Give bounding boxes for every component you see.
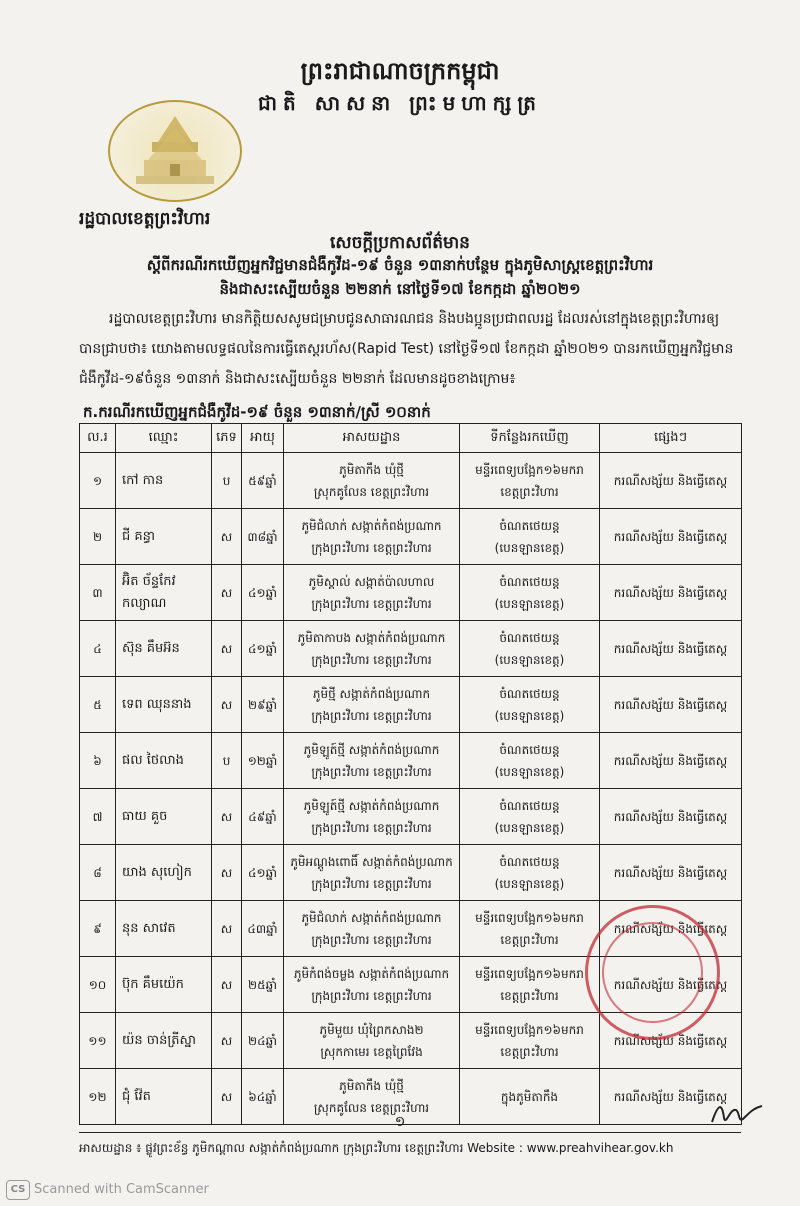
- cell-age: ៤១ឆ្នាំ: [242, 845, 284, 901]
- cell-location: [460, 677, 600, 733]
- cell-name: អ៊ិត ច័ន្ទកែវកល្យាណ: [116, 565, 212, 621]
- issuing-office: រដ្ឋបាលខេត្តព្រះវិហារ: [79, 209, 211, 229]
- address-line-1: ភូមិមួយ ឃុំព្រៃកសាង២: [319, 1022, 424, 1037]
- address-line-1: ភូមិតាកាបង សង្កាត់កំពង់ប្រណាក: [297, 630, 446, 645]
- cell-name: យាង សុហៀក: [116, 845, 212, 901]
- page-number: ១: [394, 1114, 406, 1130]
- location-line-1: មន្ទីរពេទ្យបង្អែក១៦មករា: [475, 1022, 584, 1037]
- national-motto: ជាតិ សាសនា ព្រះមហាក្សត្រ: [258, 91, 542, 115]
- address-line-2: ស្រុកគូលែន ខេត្តព្រះវិហារ: [313, 484, 430, 499]
- official-stamp-inner-ring: [602, 922, 703, 1023]
- cell-name: យ៉ន ចាន់ត្រីស្នា: [116, 1013, 212, 1069]
- cell-location: [460, 789, 600, 845]
- cell-address: [284, 733, 460, 789]
- cell-sex: ស: [212, 901, 242, 957]
- cell-sex: ស: [212, 621, 242, 677]
- table-row: [80, 621, 742, 677]
- cell-location: [460, 845, 600, 901]
- cell-address: [284, 565, 460, 621]
- location-line-2: ខេត្តព្រះវិហារ: [500, 484, 559, 499]
- camscanner-logo-icon: CS: [6, 1180, 30, 1200]
- cell-no: ៨: [80, 845, 116, 901]
- cell-location: [460, 509, 600, 565]
- address-line-2: ក្រុងព្រះវិហារ ខេត្តព្រះវិហារ: [311, 876, 432, 891]
- location-line-2: ខេត្តព្រះវិហារ: [500, 1044, 559, 1059]
- cell-address: [284, 901, 460, 957]
- header-sex: ភេទ: [212, 424, 242, 453]
- cell-note: ករណីសង្ស័យ និងធ្វើតេស្ត: [600, 509, 742, 565]
- cell-no: ១: [80, 453, 116, 509]
- cell-no: ៦: [80, 733, 116, 789]
- temple-emblem-icon: [110, 102, 240, 200]
- location-line-1: ចំណតថេយន្ត: [499, 630, 560, 645]
- signature-icon: [708, 1096, 768, 1130]
- cell-sex: ប: [212, 733, 242, 789]
- location-line-2: ខេត្តព្រះវិហារ: [500, 988, 559, 1003]
- table-header-row: [80, 424, 742, 453]
- location-line-2: (បេនឡានខេត្ត): [494, 876, 565, 891]
- table-row: [80, 509, 742, 565]
- cell-no: ១១: [80, 1013, 116, 1069]
- cell-no: ៥: [80, 677, 116, 733]
- official-stamp: [585, 905, 720, 1040]
- kingdom-title: ព្រះរាជាណាចក្រកម្ពុជា: [300, 57, 500, 85]
- address-line-2: ក្រុងព្រះវិហារ ខេត្តព្រះវិហារ: [311, 596, 432, 611]
- cell-sex: ស: [212, 789, 242, 845]
- address-line-1: ភូមិកំពង់ចម្លង សង្កាត់កំពង់ប្រណាក: [293, 966, 450, 981]
- cell-sex: ស: [212, 1013, 242, 1069]
- cell-address: [284, 621, 460, 677]
- cell-age: ២៥ឆ្នាំ: [242, 957, 284, 1013]
- cell-location: [460, 901, 600, 957]
- cell-age: ៣៨ឆ្នាំ: [242, 509, 284, 565]
- cell-name: ទេព ឈុននាង: [116, 677, 212, 733]
- cell-age: ៦៤ឆ្នាំ: [242, 1069, 284, 1125]
- scanner-watermark: [0, 1174, 800, 1206]
- cell-name: ធាយ គួច: [116, 789, 212, 845]
- cell-age: ២៩ឆ្នាំ: [242, 677, 284, 733]
- address-line-1: ភូមិឡូត៍ថ្មី សង្កាត់កំពង់ប្រណាក: [303, 742, 440, 757]
- cell-no: ២: [80, 509, 116, 565]
- address-line-1: ភូមិតាកឹង ឃុំថ្មី: [339, 1078, 404, 1093]
- cell-name: នុន សាវេត: [116, 901, 212, 957]
- header-age: អាយុ: [242, 424, 284, 453]
- cell-location: [460, 1013, 600, 1069]
- header-location: ទីកន្លែងរកឃើញ: [460, 424, 600, 453]
- cell-name: កៅ កាន: [116, 453, 212, 509]
- cell-name: ប៊ុក គឹមយ៉េក: [116, 957, 212, 1013]
- cell-address: [284, 1013, 460, 1069]
- address-line-1: ភូមិជំលាក់ សង្កាត់កំពង់ប្រណាក: [301, 518, 442, 533]
- header-note: ផ្សេងៗ: [600, 424, 742, 453]
- address-line-1: ភូមិឡូត៍ថ្មី សង្កាត់កំពង់ប្រណាក: [303, 798, 440, 813]
- cell-address: [284, 957, 460, 1013]
- location-line-1: ក្នុងភូមិតាកឹង: [500, 1089, 559, 1104]
- header-address: អាសយដ្ឋាន: [284, 424, 460, 453]
- cell-note: ករណីសង្ស័យ និងធ្វើតេស្ត: [600, 789, 742, 845]
- location-line-1: ចំណតថេយន្ត: [499, 742, 560, 757]
- cell-sex: ស: [212, 677, 242, 733]
- location-line-1: ចំណតថេយន្ត: [499, 854, 560, 869]
- location-line-1: មន្ទីរពេទ្យបង្អែក១៦មករា: [475, 462, 584, 477]
- cell-location: [460, 453, 600, 509]
- location-line-2: (បេនឡានខេត្ត): [494, 820, 565, 835]
- cell-location: [460, 621, 600, 677]
- cell-note: ករណីសង្ស័យ និងធ្វើតេស្ត: [600, 453, 742, 509]
- cell-sex: ស: [212, 1069, 242, 1125]
- cell-age: ៤៩ឆ្នាំ: [242, 789, 284, 845]
- address-line-1: ភូមិតាកឹង ឃុំថ្មី: [339, 462, 404, 477]
- cell-note: ករណីសង្ស័យ និងធ្វើតេស្ត: [600, 621, 742, 677]
- address-line-2: ក្រុងព្រះវិហារ ខេត្តព្រះវិហារ: [311, 764, 432, 779]
- document-title: សេចក្តីប្រកាសព័ត៌មាន: [330, 233, 470, 253]
- cell-no: ១០: [80, 957, 116, 1013]
- cell-note: ករណីសង្ស័យ និងធ្វើតេស្ត: [600, 957, 742, 1013]
- cell-age: ៤១ឆ្នាំ: [242, 565, 284, 621]
- cell-note: ករណីសង្ស័យ និងធ្វើតេស្ត: [600, 901, 742, 957]
- cell-note: ករណីសង្ស័យ និងធ្វើតេស្ត: [600, 1013, 742, 1069]
- footer-divider: [79, 1132, 741, 1133]
- address-line-1: ភូមិជំលាក់ សង្កាត់កំពង់ប្រណាក: [301, 910, 442, 925]
- cell-sex: ស: [212, 957, 242, 1013]
- cell-no: ៣: [80, 565, 116, 621]
- cell-sex: ស: [212, 845, 242, 901]
- cell-sex: ស: [212, 565, 242, 621]
- intro-paragraph: រដ្ឋបាលខេត្តព្រះវិហារ មានកិត្តិយសសូមជម្រាបជូនសាធារណជន និងបងប្អូនប្រជាពលរដ្ឋ ដែលរស់នៅក្នុងខេត្តព្រះវិហារឲ្យបានជ្រាបថា៖ យោងតាមលទ្ធផលនៃការធ្វើតេស្តរហ័ស(Rapid Test) នៅថ្ងៃទី១៧ ខែកក្កដា ឆ្នាំ២០២១ បានរកឃើញអ្នកវិជ្ជមានជំងឺកូវីដ-១៩ចំនួន ១៣នាក់ និងជាសះស្បើយចំនួន ២២នាក់ ដែលមានដូចខាងក្រោម៖: [79, 311, 734, 387]
- table-row: [80, 733, 742, 789]
- cell-name: ស៊ុន គឹមអ៊ន: [116, 621, 212, 677]
- cell-location: [460, 733, 600, 789]
- cell-name: ជី គន្ធា: [116, 509, 212, 565]
- cell-sex: ប: [212, 453, 242, 509]
- cell-age: ៤៣ឆ្នាំ: [242, 901, 284, 957]
- cell-address: [284, 789, 460, 845]
- cell-sex: ស: [212, 509, 242, 565]
- table-row: [80, 845, 742, 901]
- cell-note: ករណីសង្ស័យ និងធ្វើតេស្ត: [600, 733, 742, 789]
- location-line-2: (បេនឡានខេត្ត): [494, 596, 565, 611]
- table-row: [80, 565, 742, 621]
- location-line-1: ចំណតថេយន្ត: [499, 518, 560, 533]
- cell-note: ករណីសង្ស័យ និងធ្វើតេស្ត: [600, 677, 742, 733]
- cell-name: ផល ថៃលាង: [116, 733, 212, 789]
- scanner-label: Scanned with CamScanner: [34, 1182, 209, 1197]
- cell-note: ករណីសង្ស័យ និងធ្វើតេស្ត: [600, 1069, 742, 1125]
- section-title: ក.ករណីរកឃើញអ្នកជំងឺកូវីដ-១៩ ចំនួន ១៣នាក់/ស្រី ១០នាក់: [83, 403, 431, 421]
- cell-address: [284, 509, 460, 565]
- subtitle-line-2: និងជាសះស្បើយចំនួន ២២នាក់ នៅថ្ងៃទី១៧ ខែកក្កដា ឆ្នាំ២០២១: [219, 280, 581, 298]
- cell-no: ៧: [80, 789, 116, 845]
- table-row: [80, 789, 742, 845]
- address-line-1: ភូមិអណ្ដូងពោធិ៍ សង្កាត់កំពង់ប្រណាក: [290, 854, 453, 869]
- cell-no: ៤: [80, 621, 116, 677]
- cell-address: [284, 677, 460, 733]
- location-line-1: មន្ទីរពេទ្យបង្អែក១៦មករា: [475, 910, 584, 925]
- subtitle-line-1: ស្តីពីករណីរកឃើញអ្នកវិជ្ជមានជំងឺកូវីដ-១៩ ចំនួន ១៣នាក់បន្ថែម ក្នុងភូមិសាស្ត្រខេត្តព្រះវិហារ: [146, 256, 654, 274]
- address-line-1: ភូមិថ្មី សង្កាត់កំពង់ប្រណាក: [312, 686, 431, 701]
- address-line-2: ស្រុកកាមេរ ខេត្តព្រៃវែង: [320, 1044, 423, 1059]
- address-line-2: ក្រុងព្រះវិហារ ខេត្តព្រះវិហារ: [311, 932, 432, 947]
- address-line-2: ក្រុងព្រះវិហារ ខេត្តព្រះវិហារ: [311, 652, 432, 667]
- header-no: ល.រ: [80, 424, 116, 453]
- cell-note: ករណីសង្ស័យ និងធ្វើតេស្ត: [600, 565, 742, 621]
- cell-location: [460, 565, 600, 621]
- table-row: [80, 677, 742, 733]
- cell-age: ៤១ឆ្នាំ: [242, 621, 284, 677]
- table-row: [80, 453, 742, 509]
- location-line-2: (បេនឡានខេត្ត): [494, 540, 565, 555]
- cell-no: ១២: [80, 1069, 116, 1125]
- address-line-2: ក្រុងព្រះវិហារ ខេត្តព្រះវិហារ: [311, 540, 432, 555]
- location-line-2: (បេនឡានខេត្ត): [494, 764, 565, 779]
- cell-note: ករណីសង្ស័យ និងធ្វើតេស្ត: [600, 845, 742, 901]
- cell-location: [460, 957, 600, 1013]
- location-line-1: ចំណតថេយន្ត: [499, 686, 560, 701]
- cell-address: [284, 845, 460, 901]
- cell-name: ជុំ វ៉ែត: [116, 1069, 212, 1125]
- footer-address: អាសយដ្ឋាន ៖ ផ្លូវព្រះខ័ន្ធ ភូមិកណ្តាល សង្កាត់កំពង់ប្រណាក ក្រុងព្រះវិហារ ខេត្តព្រះវិហារ Website : www.preahvihear.gov.kh: [79, 1141, 674, 1155]
- location-line-2: (បេនឡានខេត្ត): [494, 708, 565, 723]
- address-line-2: ក្រុងព្រះវិហារ ខេត្តព្រះវិហារ: [311, 820, 432, 835]
- location-line-1: ចំណតថេយន្ត: [499, 798, 560, 813]
- address-line-2: ក្រុងព្រះវិហារ ខេត្តព្រះវិហារ: [311, 708, 432, 723]
- address-line-2: ក្រុងព្រះវិហារ ខេត្តព្រះវិហារ: [311, 988, 432, 1003]
- header-name: ឈ្មោះ: [116, 424, 212, 453]
- location-line-2: (បេនឡានខេត្ត): [494, 652, 565, 667]
- cell-age: ១២ឆ្នាំ: [242, 733, 284, 789]
- provincial-seal: [108, 100, 242, 202]
- cell-age: ៥៩ឆ្នាំ: [242, 453, 284, 509]
- cell-no: ៩: [80, 901, 116, 957]
- cell-address: [284, 453, 460, 509]
- cell-age: ២៤ឆ្នាំ: [242, 1013, 284, 1069]
- address-line-1: ភូមិស្គាល់ សង្កាត់ប៉ាលហាល: [308, 574, 435, 589]
- location-line-1: មន្ទីរពេទ្យបង្អែក១៦មករា: [475, 966, 584, 981]
- location-line-1: ចំណតថេយន្ត: [499, 574, 560, 589]
- location-line-2: ខេត្តព្រះវិហារ: [500, 932, 559, 947]
- address-line-2: ស្រុកគូលែន ខេត្តព្រះវិហារ: [313, 1100, 430, 1115]
